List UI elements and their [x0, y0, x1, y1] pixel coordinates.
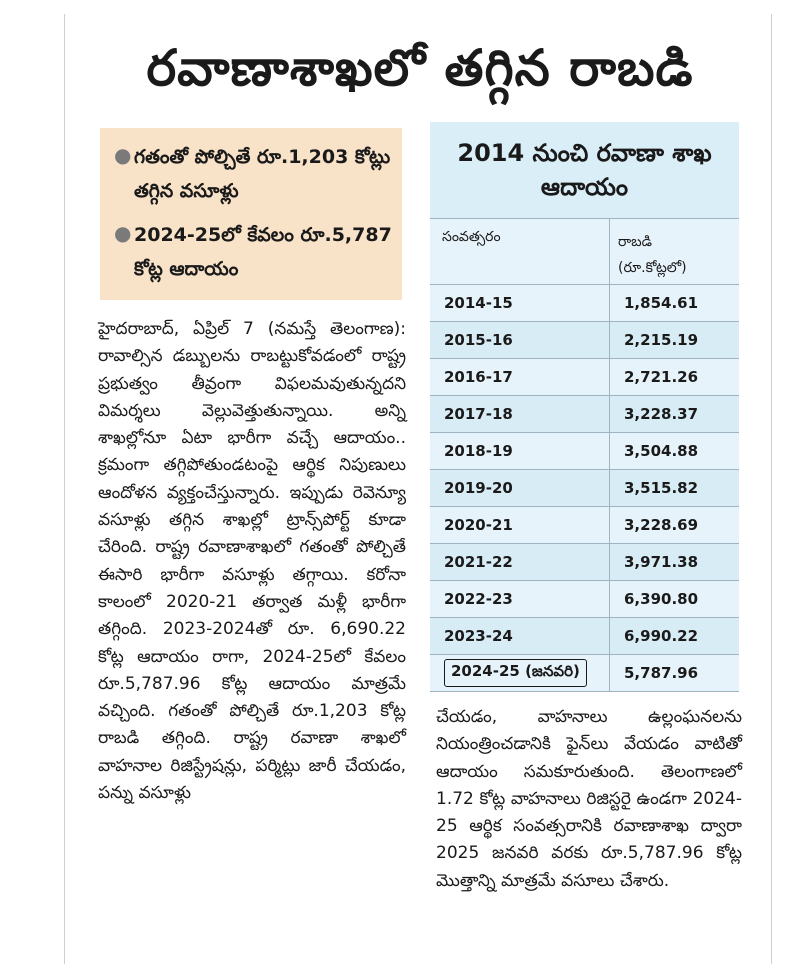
headline: రవాణాశాఖలో తగ్గిన రాబడి	[146, 39, 694, 97]
cell-revenue: 3,504.88	[624, 442, 699, 460]
cell-revenue: 6,990.22	[624, 627, 699, 645]
cell-revenue: 3,228.37	[624, 405, 699, 423]
cell-year: 2021-22	[430, 544, 610, 580]
cell-revenue: 2,215.19	[624, 331, 699, 349]
cell-revenue: 2,721.26	[624, 368, 699, 386]
cell-year: 2019-20	[430, 470, 610, 506]
cell-year-boxed-label: 2024-25 (జనవరి)	[444, 659, 587, 687]
table-body	[430, 285, 739, 692]
highlight-item	[114, 140, 392, 208]
cell-year: 2018-19	[430, 433, 610, 469]
cell-year: 2022-23	[430, 581, 610, 617]
table-row	[430, 433, 739, 470]
highlight-item	[114, 218, 392, 286]
cell-revenue: 1,854.61	[624, 294, 699, 312]
table-row	[430, 359, 739, 396]
cell-year: 2015-16	[430, 322, 610, 358]
column-header-revenue	[610, 219, 739, 284]
cell-year: 2023-24	[430, 618, 610, 654]
table-row	[430, 396, 739, 433]
table-header	[430, 218, 739, 285]
table-row	[430, 322, 739, 359]
bullet-icon: ●	[114, 143, 132, 167]
article-body-left: హైదరాబాద్, ఏప్రిల్ 7 (నమస్తే తెలంగాణ): రావాల్సిన డబ్బులను రాబట్టుకోవడంలో రాష్ట్ర ప్రభుత్వం తీవ్రంగా విఫలమవుతున్నదని విమర్శలు వెల్లువెత్తుతున్నాయి. అన్ని శాఖల్లోనూ ఏటా భారీగా వచ్చే ఆదాయం.. క్రమంగా తగ్గిపోతుండటంపై ఆర్థిక నిపుణులు ఆందోళన వ్యక్తంచేస్తున్నారు. ఇప్పుడు రెవెన్యూ వసూళ్లు తగ్గిన శాఖల్లో ట్రాన్స్‌పోర్ట్ కూడా చేరింది. రాష్ట్ర రవాణాశాఖలో గతంతో పోల్చితే ఈసారి భారీగా వసూళ్లు తగ్గాయి. కరోనా కాలంలో 2020-21 తర్వాత మళ్లీ భారీగా తగ్గింది. 2023-2024తో రూ. 6,690.22 కోట్ల ఆదాయం రాగా, 2024-25లో కేవలం రూ.5,787.96 కోట్ల ఆదాయం మాత్రమే వచ్చింది. గతంతో పోల్చితే రూ.1,203 కోట్ల రాబడి తగ్గింది. రాష్ట్ర రవాణా శాఖలో వాహనాల రిజిస్ట్రేషన్లు, పర్మిట్లు జారీ చేయడం, పన్ను వసూళ్లు	[98, 319, 406, 804]
cell-year: 2016-17	[430, 359, 610, 395]
cell-revenue: 3,515.82	[624, 479, 699, 497]
table-row	[430, 581, 739, 618]
revenue-table	[430, 122, 739, 692]
table-row	[430, 285, 739, 322]
cell-revenue: 6,390.80	[624, 590, 699, 608]
column-header-year: సంవత్సరం	[430, 219, 610, 284]
column-header-revenue-unit: (రూ.కోట్లలో)	[618, 260, 687, 276]
table-row	[430, 470, 739, 507]
highlight-text: గతంతో పోల్చితే రూ.1,203 కోట్లు తగ్గిన వసూళ్లు	[134, 146, 391, 202]
table-row	[430, 618, 739, 655]
cell-revenue: 5,787.96	[624, 664, 699, 682]
highlight-text: 2024-25లో కేవలం రూ.5,787 కోట్ల ఆదాయం	[134, 224, 392, 280]
table-row	[430, 507, 739, 544]
cell-year	[430, 655, 610, 691]
table-title: 2014 నుంచి రవాణా శాఖ ఆదాయం	[430, 122, 739, 218]
table-row	[430, 655, 739, 692]
column-header-revenue-label: రాబడి	[618, 234, 652, 250]
cell-revenue: 3,228.69	[624, 516, 699, 534]
table-row	[430, 544, 739, 581]
article-body-right: చేయడం, వాహనాలు ఉల్లంఘనలను నియంత్రించడానికి ఫైన్‌లు వేయడం వాటితో ఆదాయం సమకూరుతుంది. తెలంగాణలో 1.72 కోట్ల వాహనాలు రిజిస్టరై ఉండగా 2024-25 ఆర్థిక సంవత్సరానికి రవాణాశాఖ ద్వారా 2025 జనవరి వరకు రూ.5,787.96 కోట్ల మొత్తాన్ని మాత్రమే వసూలు చేశారు.	[436, 707, 742, 891]
cell-revenue: 3,971.38	[624, 553, 699, 571]
cell-year: 2020-21	[430, 507, 610, 543]
bullet-icon: ●	[114, 221, 132, 245]
cell-year: 2017-18	[430, 396, 610, 432]
highlights-box	[100, 128, 402, 300]
cell-year: 2014-15	[430, 285, 610, 321]
